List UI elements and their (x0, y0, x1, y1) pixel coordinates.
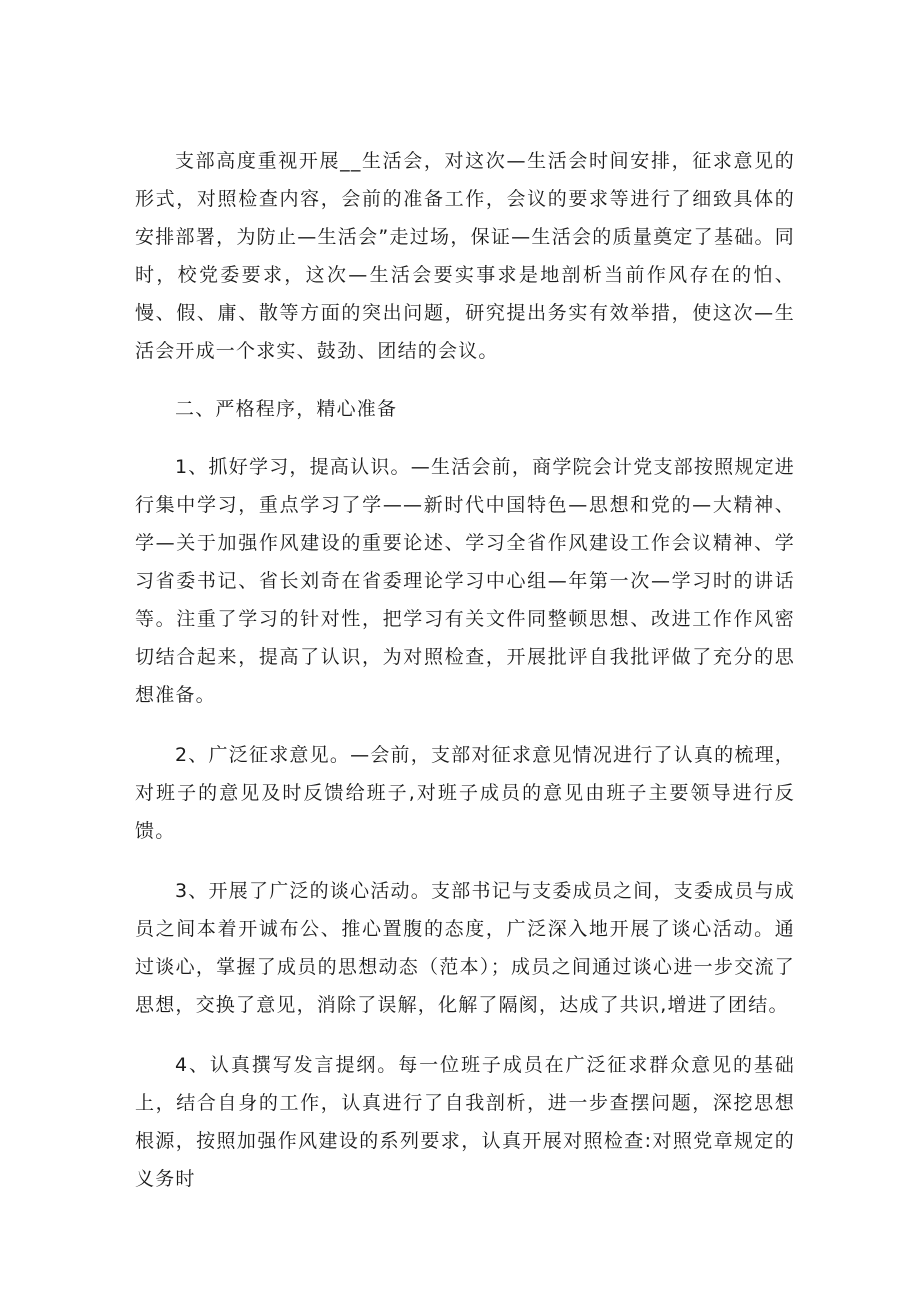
item-3-paragraph: 3、开展了广泛的谈心活动。支部书记与支委成员之间，支委成员与成员之间本着开诚布公、推心置腹的态度，广泛深入地开展了谈心活动。通过谈心，掌握了成员的思想动态（范本）；成员之间通过谈心进一步交流了思想，交换了意见，消除了误解，化解了隔阂，达成了共识,增进了团结。 (135, 880, 795, 1016)
section-heading: 二、严格程序，精心准备 (175, 398, 398, 420)
intro-paragraph: 支部高度重视开展__生活会，对这次—生活会时间安排，征求意见的形式，对照检查内容，会前的准备工作，会议的要求等进行了细致具体的安排部署，为防止—生活会”走过场，保证—生活会的质量奠定了基础。同时，校党委要求，这次—生活会要实事求是地剖析当前作风存在的怕、慢、假、庸、散等方面的突出问题，研究提出务实有效举措，使这次—生活会开成一个求实、鼓劲、团结的会议。 (135, 150, 795, 362)
item-4-paragraph: 4、认真撰写发言提纲。每一位班子成员在广泛征求群众意见的基础上，结合自身的工作，认真进行了自我剖析，进一步查摆问题，深挖思想根源，按照加强作风建设的系列要求，认真开展对照检查:对照党章规定的义务时 (135, 1054, 795, 1190)
document-body (135, 142, 795, 1198)
item-1-paragraph: 1、抓好学习，提高认识。—生活会前，商学院会计党支部按照规定进行集中学习，重点学习了学——新时代中国特色—思想和党的—大精神、学—关于加强作风建设的重要论述、学习全省作风建设工作会议精神、学习省委书记、省长刘奇在省委理论学习中心组—年第一次—学习时的讲话等。注重了学习的针对性，把学习有关文件同整顿思想、改进工作作风密切结合起来，提高了认识，为对照检查，开展批评自我批评做了充分的思想准备。 (135, 456, 795, 706)
item-2-paragraph: 2、广泛征求意见。—会前，支部对征求意见情况进行了认真的梳理，对班子的意见及时反馈给班子,对班子成员的意见由班子主要领导进行反馈。 (135, 744, 795, 842)
